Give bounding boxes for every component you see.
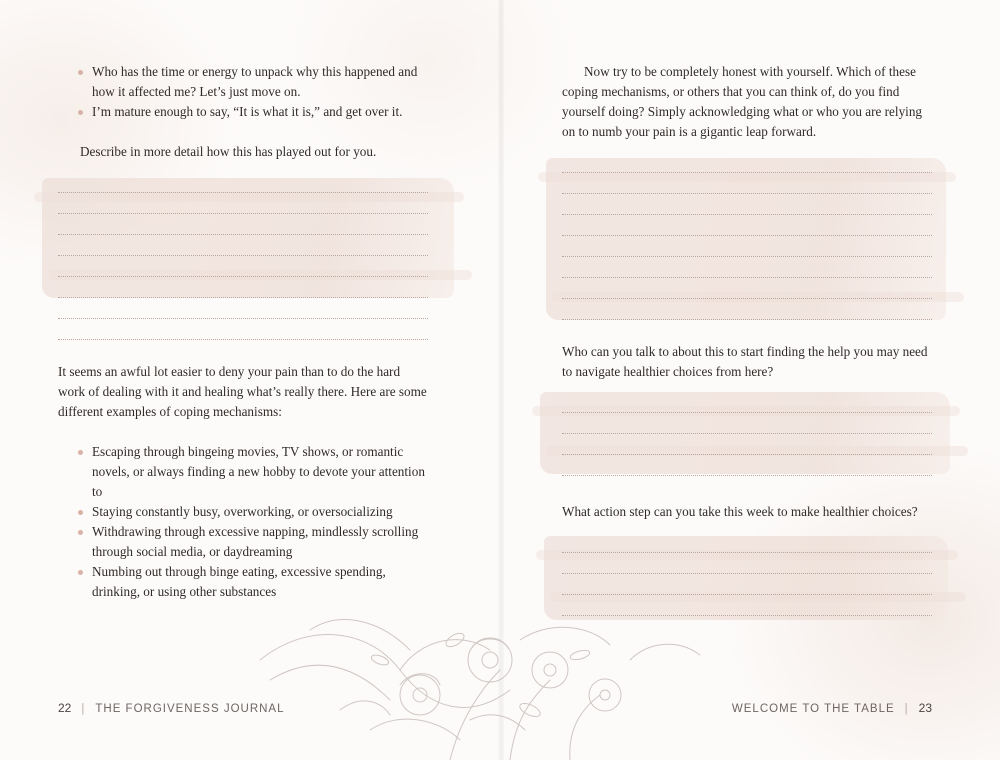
- writing-line[interactable]: [562, 173, 932, 194]
- intro-bullet-list: [58, 62, 438, 122]
- writing-line[interactable]: [562, 194, 932, 215]
- coping-bullet-list: [58, 442, 428, 602]
- writing-line[interactable]: [58, 256, 428, 277]
- prompt-talk: Who can you talk to about this to start finding the help you may need to navigate healthier choices from here?: [562, 344, 928, 379]
- writing-line[interactable]: [562, 152, 932, 173]
- coping-bullet-1: Escaping through bingeing movies, TV shows, or romantic novels, or always finding a new hobby to devote your attention to: [58, 442, 428, 502]
- writing-line[interactable]: [562, 392, 932, 413]
- right-footer: [732, 701, 932, 715]
- floral-illustration-icon: [250, 600, 710, 760]
- writing-line[interactable]: [562, 455, 932, 476]
- writing-line[interactable]: [58, 298, 428, 319]
- coping-bullet-3: Withdrawing through excessive napping, mindlessly scrolling through social media, or daydreaming: [58, 522, 428, 562]
- left-footer-separator: |: [81, 703, 86, 715]
- writing-line[interactable]: [58, 319, 428, 340]
- answer-lines-2[interactable]: [562, 152, 932, 320]
- writing-line[interactable]: [562, 215, 932, 236]
- writing-line[interactable]: [58, 277, 428, 298]
- intro-bullet-1: Who has the time or energy to unpack why this happened and how it affected me? Let’s just move on.: [58, 62, 438, 102]
- writing-line[interactable]: [562, 278, 932, 299]
- answer-lines-3[interactable]: [562, 392, 932, 476]
- right-footer-title: WELCOME TO THE TABLE: [731, 703, 895, 715]
- writing-line[interactable]: [58, 235, 428, 256]
- prompt-action: What action step can you take this week to make healthier choices?: [562, 504, 918, 519]
- writing-line[interactable]: [562, 532, 932, 553]
- intro-bullet-2: I’m mature enough to say, “It is what it is,” and get over it.: [58, 102, 438, 122]
- left-page-number: 22: [58, 701, 72, 715]
- writing-line[interactable]: [58, 193, 428, 214]
- prompt-honest: Now try to be completely honest with yourself. Which of these coping mechanisms, or others that you can think of, do you find yourself doing? Simply acknowledging what or who you are relying on to numb your pain is a gigantic leap forward.: [562, 64, 923, 139]
- writing-line[interactable]: [562, 413, 932, 434]
- writing-line[interactable]: [562, 574, 932, 595]
- coping-paragraph: It seems an awful lot easier to deny your pain than to do the hard work of dealing with it and healing what’s really there. Here are some different examples of coping mechanisms:: [58, 364, 427, 419]
- writing-line[interactable]: [58, 172, 428, 193]
- coping-bullet-4: Numbing out through binge eating, excessive spending, drinking, or using other substances: [58, 562, 428, 602]
- writing-line[interactable]: [562, 553, 932, 574]
- coping-bullet-2: Staying constantly busy, overworking, or oversocializing: [58, 502, 428, 522]
- left-footer-title: THE FORGIVENESS JOURNAL: [95, 703, 285, 715]
- answer-lines-1[interactable]: [58, 172, 428, 340]
- right-footer-separator: |: [904, 703, 909, 715]
- writing-line[interactable]: [58, 214, 428, 235]
- writing-line[interactable]: [562, 236, 932, 257]
- writing-line[interactable]: [562, 257, 932, 278]
- writing-line[interactable]: [562, 434, 932, 455]
- writing-line[interactable]: [562, 299, 932, 320]
- prompt-describe: Describe in more detail how this has played out for you.: [80, 144, 377, 159]
- right-page-number: 23: [918, 701, 932, 715]
